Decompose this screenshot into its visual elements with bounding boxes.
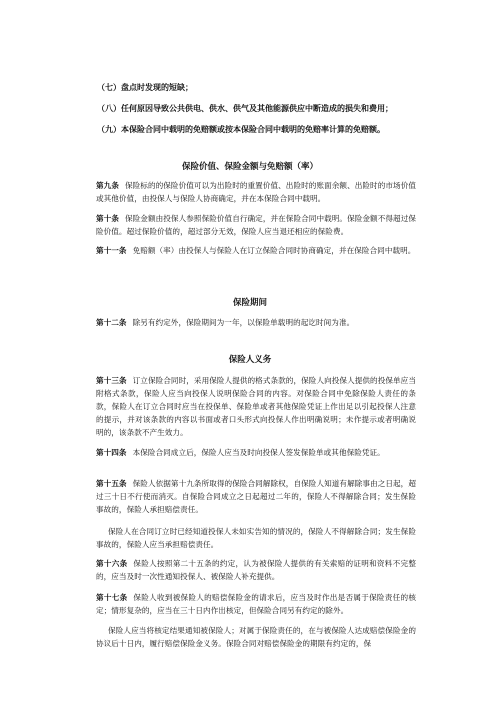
article-text: 本保险合同成立后，保险人应当及时向投保人签发保险单或其他保险凭证。: [132, 448, 385, 457]
section-heading-insurer: 保险人义务: [228, 355, 272, 365]
article-16: [96, 557, 416, 583]
exclusion-item-7: （七）盘点时发现的短缺；: [97, 82, 193, 92]
article-text: 保险人收到被保险人的赔偿保险金的请求后，应当及时作出是否属于保险责任的核定；情形复杂的，应当在三十日内作出核定，但保险合同另有约定的除外。: [96, 593, 416, 615]
article-label: 第十六条: [96, 559, 128, 568]
section-heading-value: 保险价值、保险金额与免赔额（率）: [181, 162, 318, 172]
exclusion-item-9: （九）本保险合同中载明的免赔额或按本保险合同中载明的免赔率计算的免赔额。: [97, 124, 385, 134]
article-label: 第十四条: [96, 448, 127, 457]
section-heading-period: 保险期间: [232, 298, 267, 308]
article-text: 保险金额由投保人参照保险价值自行确定，并在保险合同中载明。保险金额不得超过保险价值。超过保险价值的，超过部分无效，保险人应当退还相应的保险费。: [96, 214, 416, 236]
article-text: 除另有约定外，保险期间为一年，以保险单载明的起讫时间为准。: [132, 318, 355, 327]
article-text: 保险人依据第十九条所取得的保险合同解除权，自保险人知道有解除事由之日起，超过三十日不行使而消灭。自保险合同成立之日起超过二年的，保险人不得解除合同；发生保险事故的，保险人承担赔偿责任。: [96, 479, 416, 514]
article-10: [96, 212, 416, 238]
exclusion-item-8: （八）任何原因导致公共供电、供水、供气及其他能源供应中断造成的损失和费用；: [97, 103, 393, 113]
article-label: 第九条: [96, 181, 119, 190]
article-14: [96, 446, 416, 459]
article-17: [96, 591, 416, 617]
article-9: [96, 179, 416, 205]
article-text: 保险人按照第二十五条的约定，认为被保险人提供的有关索赔的证明和资料不完整的，应当及时一次性通知投保人、被保险人补充提供。: [96, 559, 416, 581]
article-label: 第十一条: [96, 246, 127, 255]
article-15: [96, 477, 416, 516]
article-label: 第十二条: [96, 318, 127, 327]
article-text: 订立保险合同时，采用保险人提供的格式条款的，保险人向投保人提供的投保单应当附格式条款，保险人应当向投保人说明保险合同的内容。对保险合同中免除保险人责任的条款，保险人在订立合同时应当在投保单、保险单或者其他保险凭证上作出足以引起投保人注意的提示，并对该条款的内容以书面或者口头形式向投保人作出明确说明；未作提示或者明确说明的，该条款不产生效力。: [96, 376, 416, 437]
article-text: 保险标的的保险价值可以为出险时的重置价值、出险时的账面余额、出险时的市场价值或其他价值，由投保人与保险人协商确定，并在本保险合同中载明。: [96, 181, 416, 203]
article-label: 第十七条: [96, 593, 128, 602]
article-17-paragraph-2: 保险人应当将核定结果通知被保险人；对属于保险责任的，在与被保险人达成赔偿保险金的协议后十日内，履行赔偿保险金义务。保险合同对赔偿保险金的期限有约定的，保: [96, 626, 416, 648]
article-12: [96, 316, 416, 329]
article-11: [96, 244, 416, 257]
article-label: 第十三条: [96, 376, 127, 385]
article-15-paragraph-2: 保险人在合同订立时已经知道投保人未如实告知的情况的，保险人不得解除合同；发生保险事故的，保险人应当承担赔偿责任。: [96, 527, 416, 549]
article-text: 免赔额（率）由投保人与保险人在订立保险合同时协商确定，并在保险合同中载明。: [132, 246, 416, 255]
article-label: 第十五条: [96, 479, 127, 488]
article-label: 第十条: [96, 214, 119, 223]
article-13: [96, 374, 416, 439]
